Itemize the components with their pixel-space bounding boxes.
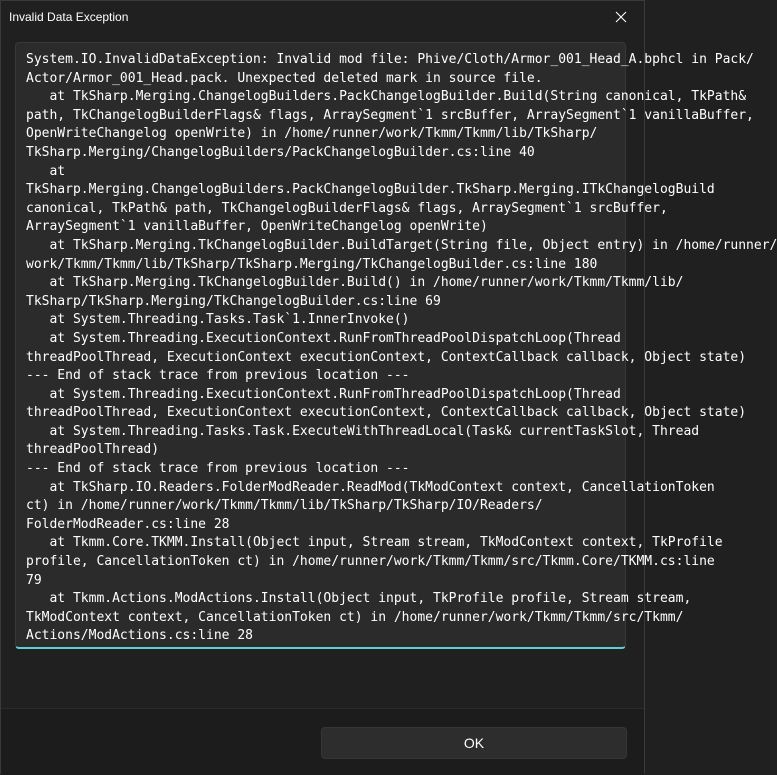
- error-line: threadPoolThread, ExecutionContext executionContext, ContextCallback callback, Object state): [26, 405, 747, 421]
- error-message: [26, 51, 777, 646]
- error-line: at Tkmm.Core.TKMM.Install(Object input, Stream stream, TkModContext context, TkProfile: [26, 535, 723, 551]
- error-line: at TkSharp.Merging.TkChangelogBuilder.Build() in /home/runner/work/Tkmm/Tkmm/lib/: [26, 275, 684, 291]
- error-line: TkModContext context, CancellationToken ct) in /home/runner/work/Tkmm/Tkmm/src/Tkmm/: [26, 609, 684, 625]
- title-bar: [1, 1, 644, 33]
- error-line: work/Tkmm/Tkmm/lib/TkSharp/TkSharp.Merging/TkChangelogBuilder.cs:line 180: [26, 256, 598, 272]
- error-line: Actor/Armor_001_Head.pack. Unexpected deleted mark in source file.: [26, 70, 543, 86]
- error-line: TkSharp/TkSharp.Merging/TkChangelogBuilder.cs:line 69: [26, 293, 441, 309]
- error-line: threadPoolThread): [26, 442, 160, 458]
- ok-button[interactable]: OK: [321, 727, 627, 759]
- error-line: TkSharp.Merging.ChangelogBuilders.PackChangelogBuilder.TkSharp.Merging.ITkChangelogBuild: [26, 182, 715, 198]
- error-line: at System.Threading.ExecutionContext.RunFromThreadPoolDispatchLoop(Thread: [26, 330, 621, 346]
- error-line: --- End of stack trace from previous location ---: [26, 461, 410, 477]
- error-line: ArraySegment`1 vanillaBuffer, OpenWriteChangelog openWrite): [26, 219, 488, 235]
- error-line: Actions/ModActions.cs:line 28: [26, 628, 253, 644]
- error-line: at System.Threading.Tasks.Task`1.InnerInvoke(): [26, 312, 410, 328]
- error-line: at System.Threading.Tasks.Task.ExecuteWithThreadLocal(Task& currentTaskSlot, Thread: [26, 423, 700, 439]
- window-title: Invalid Data Exception: [9, 10, 129, 24]
- error-line: at TkSharp.Merging.ChangelogBuilders.PackChangelogBuilder.Build(String canonical, TkPath&: [26, 89, 747, 105]
- error-line: System.IO.InvalidDataException: Invalid mod file: Phive/Cloth/Armor_001_Head_A.bphcl in Pack/: [26, 52, 754, 67]
- error-line: --- End of stack trace from previous location ---: [26, 368, 410, 384]
- error-line: at TkSharp.IO.Readers.FolderModReader.ReadMod(TkModContext context, CancellationToken: [26, 479, 715, 495]
- error-line: ct) in /home/runner/work/Tkmm/Tkmm/lib/TkSharp/TkSharp/IO/Readers/: [26, 498, 543, 514]
- error-line: 79: [26, 572, 42, 588]
- error-line: at System.Threading.ExecutionContext.RunFromThreadPoolDispatchLoop(Thread: [26, 386, 621, 402]
- dialog-footer: [1, 708, 644, 775]
- error-line: FolderModReader.cs:line 28: [26, 516, 230, 532]
- error-line: at Tkmm.Actions.ModActions.Install(Object input, TkProfile profile, Stream stream,: [26, 591, 692, 607]
- error-details-textbox[interactable]: [15, 42, 777, 649]
- error-line: path, TkChangelogBuilderFlags& flags, ArraySegment`1 srcBuffer, ArraySegment`1 vanillaBuffer,: [26, 107, 754, 123]
- close-icon: [615, 11, 627, 23]
- close-button[interactable]: [598, 1, 644, 33]
- error-line: threadPoolThread, ExecutionContext executionContext, ContextCallback callback, Object state): [26, 349, 747, 365]
- error-line: canonical, TkPath& path, TkChangelogBuilderFlags& flags, ArraySegment`1 srcBuffer,: [26, 200, 668, 216]
- error-line: at TkSharp.Merging.TkChangelogBuilder.BuildTarget(String file, Object entry) in /home/runner/: [26, 237, 777, 253]
- error-line: at: [26, 163, 66, 179]
- error-line: OpenWriteChangelog openWrite) in /home/runner/work/Tkmm/Tkmm/lib/TkSharp/: [26, 126, 598, 142]
- error-line: profile, CancellationToken ct) in /home/runner/work/Tkmm/Tkmm/src/Tkmm.Core/TKMM.cs:line: [26, 554, 715, 570]
- error-line: TkSharp.Merging/ChangelogBuilders/PackChangelogBuilder.cs:line 40: [26, 144, 535, 160]
